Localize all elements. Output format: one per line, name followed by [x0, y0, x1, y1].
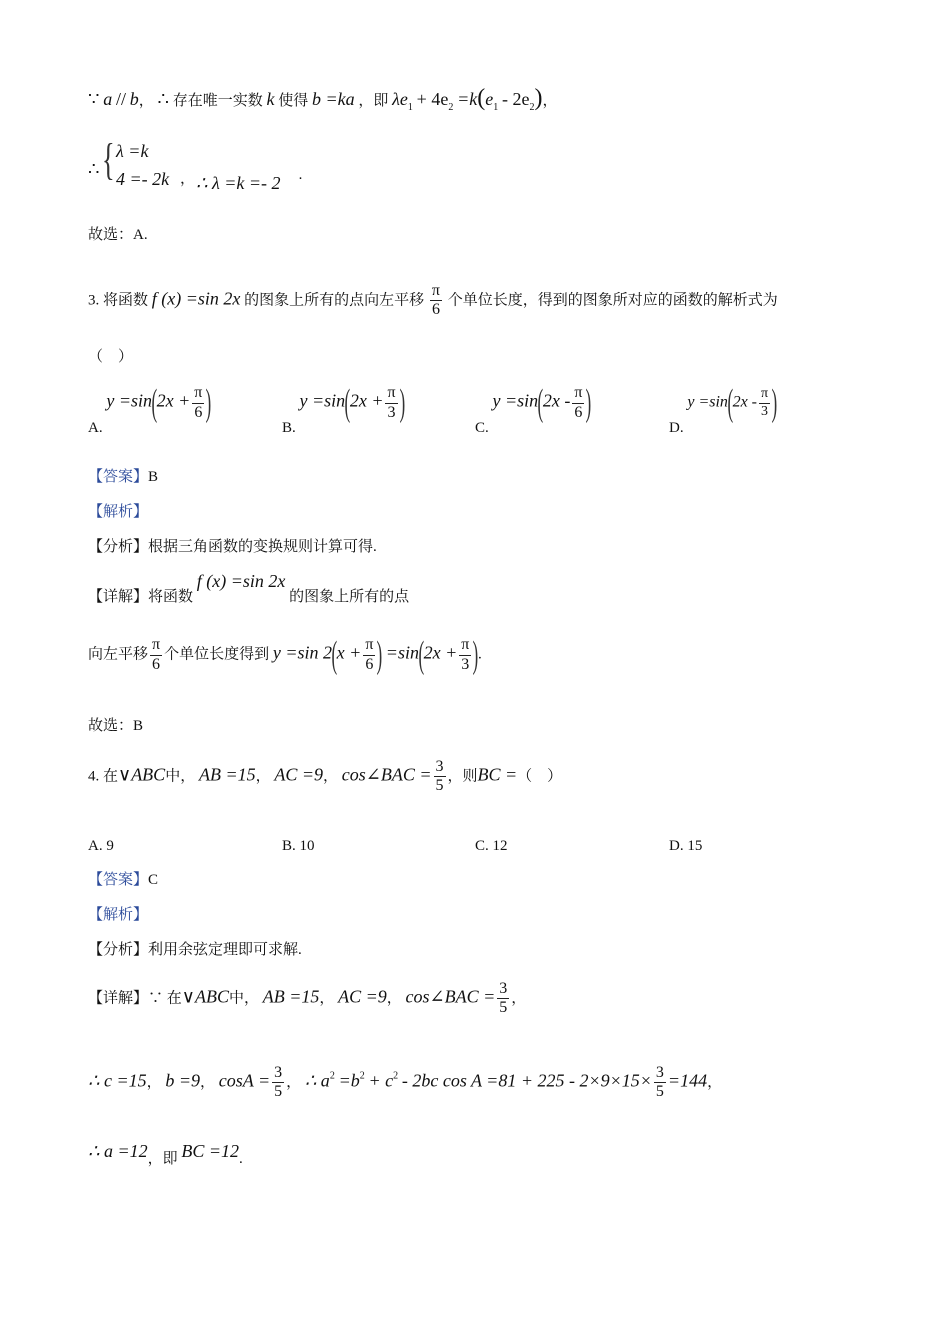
fraction-3-5: [272, 1064, 284, 1102]
right-paren: ): [771, 382, 778, 424]
q3-option-a[interactable]: [88, 382, 212, 437]
option-label: A.: [88, 420, 103, 437]
equals-sin: =sin: [385, 642, 419, 663]
q3-xiangjie-1: [88, 571, 410, 605]
text-fragment: 的图象上所有的点: [289, 589, 410, 605]
q3-xiangjie-2: [88, 636, 482, 674]
period: .: [239, 1151, 243, 1167]
answer-value: C: [148, 872, 159, 888]
q3-fenxi: [88, 540, 377, 555]
minus-2e: - 2e: [501, 89, 530, 109]
plus-4e: + 4e: [416, 89, 449, 109]
q3-choose: 故选：B: [88, 718, 144, 734]
expr-inner: x +: [336, 642, 362, 663]
q3-paren: （ ）: [88, 349, 134, 365]
denominator: 5: [435, 777, 444, 795]
text-fragment: ，即: [147, 1151, 178, 1167]
denominator: 3: [387, 403, 396, 421]
q4-analysis-tag: 【解析】: [88, 907, 149, 923]
blank-paren: （ ）: [517, 768, 563, 785]
numerator: 3: [434, 758, 446, 777]
numerator: π: [759, 386, 770, 403]
comma: ，: [255, 768, 271, 785]
right-paren: ): [205, 382, 212, 424]
numerator: 3: [272, 1064, 284, 1083]
fraction-pi-6: [150, 636, 162, 674]
numerator: π: [430, 282, 442, 301]
numerator: 3: [497, 980, 509, 999]
question-number: 4. 在: [88, 768, 119, 785]
right-paren: ): [472, 634, 479, 676]
text-fragment: 使得: [278, 93, 309, 109]
option-label: B.: [282, 420, 296, 437]
right-paren: ): [534, 85, 543, 111]
expr-a: ∴ a: [304, 1070, 330, 1091]
denominator: 6: [574, 403, 583, 421]
a-value: ∴ a =12: [88, 1141, 148, 1161]
expr-c: + c: [368, 1070, 394, 1091]
text-fragment: 个单位长度，得到的图象所对应的函数的解析式为: [447, 292, 778, 309]
xiangjie-tag: 【详解】: [88, 990, 149, 1007]
q4-option-d[interactable]: D. 15: [669, 838, 703, 854]
subscript: 1: [493, 102, 499, 113]
subscript: 2: [529, 102, 535, 113]
fraction-pi-6: [363, 636, 375, 674]
option-fraction: [192, 384, 204, 422]
q4-xiangjie-2: [88, 1064, 722, 1102]
fenxi-text: 利用余弦定理即可求解.: [148, 942, 302, 958]
right-paren: ): [399, 382, 405, 424]
comma: ，: [200, 1074, 216, 1091]
p2-line1: [88, 86, 557, 113]
option-label: C.: [475, 420, 489, 437]
comma: ，: [386, 990, 402, 1007]
ab-value: AB =15: [262, 986, 320, 1007]
bc-value: BC =12: [181, 1141, 240, 1161]
because-symbol: ∵: [88, 89, 100, 109]
comma: ，: [511, 990, 527, 1007]
q4-answer: [88, 873, 158, 888]
left-paren: (: [727, 382, 734, 424]
expr-result: =144: [667, 1070, 708, 1091]
ac-value: AC =9: [274, 764, 324, 785]
denominator: 6: [194, 403, 203, 421]
numerator: π: [192, 384, 204, 403]
text-fragment: 将函数: [148, 589, 194, 605]
q4-xiangjie-1: [88, 980, 526, 1018]
fraction-3-5: [434, 758, 446, 796]
text-fragment: ，则: [447, 768, 478, 785]
option-label: D.: [669, 420, 684, 437]
q3-stem: [88, 282, 778, 320]
comma: ，: [319, 990, 335, 1007]
fenxi-tag: 【分析】: [88, 942, 149, 958]
denominator: 6: [431, 301, 440, 319]
left-paren: (: [344, 382, 351, 424]
option-inner: 2x +: [349, 390, 384, 411]
vector-a: a: [103, 89, 113, 109]
left-paren: (: [477, 85, 486, 111]
comma: ，: [286, 1074, 302, 1091]
text-fragment: ，即: [358, 93, 389, 109]
expr-cosine-law: - 2bc cos A =81 + 225 - 2×9×15×: [401, 1070, 652, 1091]
denominator: 5: [655, 1083, 664, 1101]
comma: ，: [707, 1074, 723, 1091]
answer-tag: 【答案】: [88, 469, 149, 485]
answer-tag: 【答案】: [88, 872, 149, 888]
ab-value: AB =15: [198, 764, 256, 785]
q4-stem: [88, 758, 562, 796]
comma: ，: [542, 93, 558, 109]
q4-option-b[interactable]: B. 10: [282, 838, 315, 854]
eq-k: =k: [457, 89, 478, 109]
option-inner: 2x -: [732, 393, 758, 411]
fraction-pi-6: [430, 282, 442, 320]
answer-value: B: [148, 469, 159, 485]
function-expr: f (x) =sin 2x: [196, 571, 286, 591]
option-fraction: [572, 384, 584, 422]
q3-answer: [88, 470, 158, 485]
left-brace: {: [102, 135, 115, 184]
q3-analysis-tag: 【解析】: [88, 504, 149, 520]
comma: ，: [323, 768, 339, 785]
lambda-e: λe: [392, 89, 408, 109]
numerator: π: [459, 636, 471, 655]
numerator: π: [385, 384, 397, 403]
text-fragment: 向左平移: [88, 646, 149, 663]
xiangjie-tag: 【详解】: [88, 589, 149, 605]
option-lhs: y =sin: [106, 390, 152, 411]
system-eq2: 4 =- 2k: [116, 169, 170, 189]
text-fragment: 存在唯一实数: [172, 93, 263, 109]
comma: ，: [138, 93, 154, 109]
option-lhs: y =sin: [687, 393, 728, 411]
cos-bac: cos∠BAC =: [341, 764, 432, 785]
period: .: [477, 646, 482, 663]
denominator: 6: [365, 655, 374, 673]
triangle-abc: ∨ABC: [118, 764, 166, 785]
c-value: ∴ c =15: [88, 1070, 147, 1091]
fenxi-text: 根据三角函数的变换规则计算可得.: [148, 539, 377, 555]
therefore-symbol: ∴: [88, 159, 100, 179]
triangle-abc: ∨ABC: [181, 986, 229, 1007]
text-fragment: 中，: [165, 768, 196, 785]
q3-option-c[interactable]: [475, 382, 592, 437]
parallel-symbol: //: [115, 89, 126, 109]
option-fraction: [759, 386, 770, 419]
q4-option-c[interactable]: C. 12: [475, 838, 508, 854]
question-number: 3. 将函数: [88, 292, 149, 309]
option-inner: 2x -: [542, 390, 571, 411]
superscript: 2: [359, 1070, 365, 1082]
numerator: 3: [654, 1064, 666, 1083]
eq-b-ka: b =ka: [311, 89, 355, 109]
option-inner: 2x +: [156, 390, 191, 411]
vector-b: b: [129, 89, 139, 109]
var-k: k: [266, 89, 275, 109]
subscript: 1: [407, 102, 413, 113]
system-eq1: λ =k: [116, 141, 149, 161]
expr-b: =b: [338, 1070, 360, 1091]
right-paren: ): [585, 382, 592, 424]
fenxi-tag: 【分析】: [88, 539, 149, 555]
b-value: b =9: [165, 1070, 201, 1091]
therefore-symbol: ∴: [157, 89, 169, 109]
p2-answer: 故选：A.: [88, 227, 148, 243]
text-fragment: ∵ 在: [148, 990, 182, 1007]
subscript: 2: [448, 102, 454, 113]
text-fragment: 中，: [228, 990, 259, 1007]
superscript: 2: [393, 1070, 399, 1082]
denominator: 6: [152, 655, 161, 673]
superscript: 2: [329, 1070, 335, 1082]
option-fraction: [385, 384, 397, 422]
q3-option-d[interactable]: [669, 382, 778, 437]
text-fragment: 的图象上所有的点向左平移: [244, 292, 425, 309]
fraction-3-5: [654, 1064, 666, 1102]
option-lhs: y =sin: [492, 390, 539, 411]
fraction-3-5: [497, 980, 509, 1018]
left-paren: (: [331, 634, 338, 676]
right-paren: ): [376, 634, 383, 676]
ac-value: AC =9: [338, 986, 387, 1007]
text-fragment: 个单位长度得到: [164, 646, 270, 663]
function-expr: f (x) =sin 2x: [151, 288, 241, 309]
numerator: π: [150, 636, 162, 655]
bc-var: BC =: [477, 764, 518, 785]
denominator: 5: [499, 999, 508, 1017]
q4-option-a[interactable]: A. 9: [88, 838, 114, 854]
period: ·: [298, 171, 303, 187]
q4-fenxi: [88, 943, 302, 958]
cos-a: cosA =: [218, 1070, 271, 1091]
system-result: ∴ λ =k =- 2: [196, 173, 281, 193]
option-lhs: y =sin: [299, 390, 346, 411]
left-paren: (: [537, 382, 544, 424]
q3-option-b[interactable]: [282, 382, 405, 437]
denominator: 3: [761, 403, 769, 419]
cos-bac: cos∠BAC =: [405, 986, 496, 1007]
denominator: 3: [461, 655, 470, 673]
numerator: π: [363, 636, 375, 655]
comma: ，: [146, 1074, 162, 1091]
comma: ，: [180, 171, 196, 187]
left-paren: (: [418, 634, 425, 676]
q4-xiangjie-3: [88, 1141, 243, 1167]
denominator: 5: [274, 1083, 283, 1101]
expr-left: y =sin 2: [272, 642, 333, 663]
expr-inner: 2x +: [423, 642, 458, 663]
left-paren: (: [151, 382, 158, 424]
numerator: π: [572, 384, 584, 403]
e-vector: e: [485, 89, 494, 109]
fraction-pi-3: [459, 636, 471, 674]
